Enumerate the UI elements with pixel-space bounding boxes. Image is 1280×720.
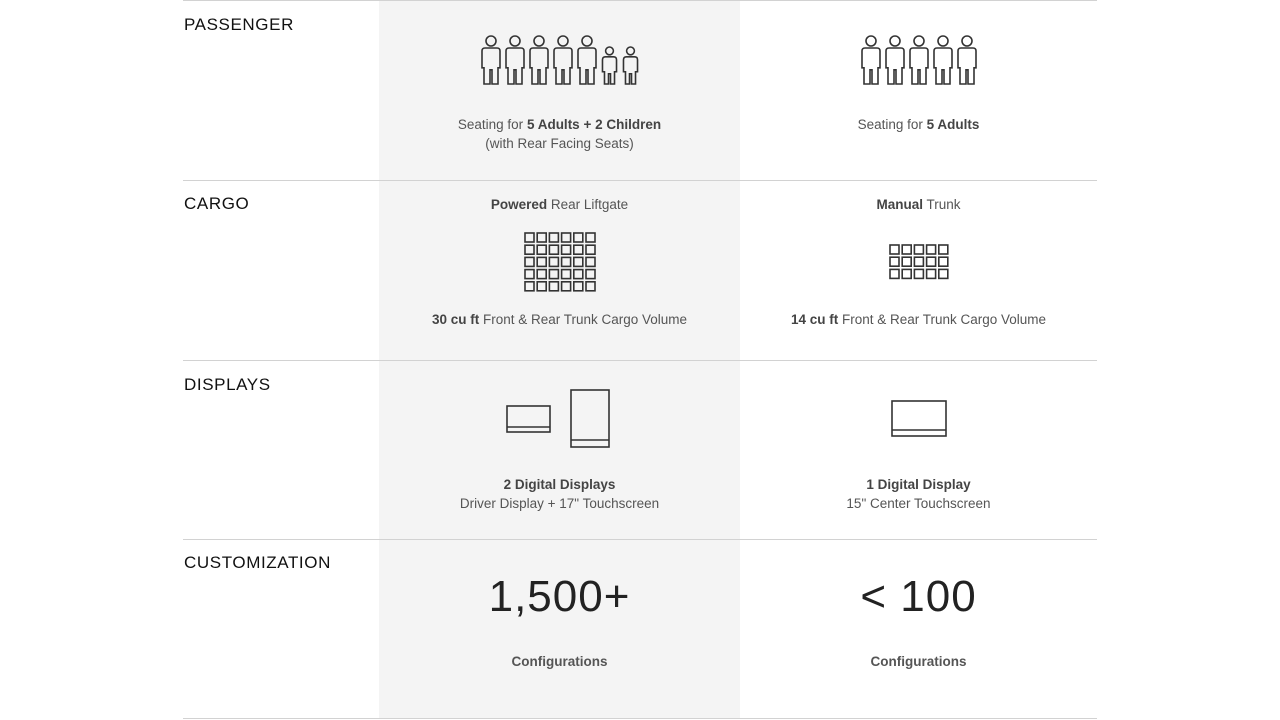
- section-label-displays: DISPLAYS: [184, 375, 271, 394]
- displays-cell-a: [379, 389, 740, 513]
- displays-cell-b: [740, 389, 1097, 513]
- child-figure: [602, 47, 616, 84]
- cargo-trunk-type: [379, 197, 740, 212]
- displays-detail: 15" Center Touchscreen: [846, 496, 991, 511]
- passenger-prefix: Seating for: [457, 117, 527, 132]
- cargo-cube: [938, 257, 947, 266]
- displays-text-b: [740, 475, 1097, 513]
- cargo-cube: [549, 270, 558, 279]
- cargo-cube: [525, 257, 534, 266]
- cargo-cube: [914, 257, 923, 266]
- cargo-cube: [586, 245, 595, 254]
- adult-figure: [934, 36, 952, 84]
- cargo-cube: [573, 233, 582, 242]
- passenger-note: (with Rear Facing Seats): [485, 136, 634, 151]
- cargo-icon-wrap: [379, 212, 740, 312]
- trunk-type-bold: Manual: [876, 197, 923, 212]
- cargo-cube: [586, 282, 595, 291]
- trunk-type-rest: Trunk: [923, 197, 961, 212]
- cargo-cube: [537, 245, 546, 254]
- cargo-cube: [561, 245, 570, 254]
- cargo-cube: [926, 257, 935, 266]
- displays-detail: Driver Display + 17" Touchscreen: [459, 496, 660, 511]
- adult-figure: [482, 36, 500, 84]
- cargo-cube: [549, 282, 558, 291]
- cargo-cube: [586, 233, 595, 242]
- cargo-cell-a: [379, 197, 740, 327]
- passenger-prefix: Seating for: [857, 117, 927, 132]
- passengers-icon: [839, 35, 999, 87]
- cargo-cube: [926, 270, 935, 279]
- displays-section: [183, 361, 1097, 539]
- displays-text-a: [379, 475, 740, 513]
- cargo-cube: [525, 270, 534, 279]
- cargo-cube: [938, 270, 947, 279]
- cargo-cube: [537, 233, 546, 242]
- cargo-volume-rest: Front & Rear Trunk Cargo Volume: [838, 312, 1047, 327]
- passenger-count: 5 Adults + 2 Children: [526, 117, 662, 132]
- passenger-text-a: [379, 115, 740, 153]
- cargo-cube: [549, 233, 558, 242]
- passenger-text-b: [740, 115, 1097, 134]
- section-label-customization: CUSTOMIZATION: [184, 553, 331, 572]
- one-display-icon: [889, 389, 949, 449]
- cargo-volume-icon: [888, 243, 950, 280]
- cargo-cube: [561, 282, 570, 291]
- passenger-cell-a: [379, 35, 740, 153]
- passenger-section: [183, 1, 1097, 180]
- section-label-cargo: CARGO: [184, 194, 250, 213]
- cargo-cube: [573, 270, 582, 279]
- cargo-cube: [586, 270, 595, 279]
- comparison-table: [183, 0, 1097, 720]
- cargo-cube: [525, 282, 534, 291]
- configuration-count: 1,500+: [488, 572, 631, 621]
- cargo-volume-icon: [523, 231, 597, 293]
- two-displays-icon: [505, 389, 615, 449]
- passenger-cell-b: [740, 35, 1097, 134]
- trunk-type-rest: Rear Liftgate: [547, 197, 629, 212]
- cargo-volume-rest: Front & Rear Trunk Cargo Volume: [479, 312, 688, 327]
- adult-figure: [554, 36, 572, 84]
- passenger-count: 5 Adults: [926, 117, 980, 132]
- adult-figure: [862, 36, 880, 84]
- cargo-icon-wrap: [740, 212, 1097, 312]
- adult-figure: [958, 36, 976, 84]
- cargo-cube: [537, 282, 546, 291]
- cargo-section: [183, 181, 1097, 360]
- adult-figure: [578, 36, 596, 84]
- cargo-cube: [561, 257, 570, 266]
- divider: [183, 718, 1097, 719]
- cargo-cube: [890, 245, 899, 254]
- cargo-cube: [549, 257, 558, 266]
- trunk-type-bold: Powered: [490, 197, 548, 212]
- cargo-cube: [537, 257, 546, 266]
- configuration-count: < 100: [860, 572, 977, 621]
- cargo-cube: [573, 245, 582, 254]
- cargo-cube: [890, 270, 899, 279]
- customization-section: [183, 540, 1097, 718]
- cargo-volume-bold: 30 cu ft: [431, 312, 480, 327]
- cargo-cube: [902, 257, 911, 266]
- adult-figure: [910, 36, 928, 84]
- cargo-cube: [902, 270, 911, 279]
- cargo-cube: [573, 257, 582, 266]
- adult-figure: [886, 36, 904, 84]
- cargo-cube: [914, 245, 923, 254]
- cargo-cube: [537, 270, 546, 279]
- cargo-cell-b: [740, 197, 1097, 327]
- passengers-icon: [480, 35, 640, 87]
- child-figure: [623, 47, 637, 84]
- configuration-caption: Configurations: [511, 654, 608, 669]
- configuration-caption: Configurations: [870, 654, 967, 669]
- cargo-cube: [938, 245, 947, 254]
- cargo-trunk-type: [740, 197, 1097, 212]
- section-label-passenger: PASSENGER: [184, 15, 294, 34]
- displays-count: 2 Digital Displays: [503, 477, 616, 492]
- adult-figure: [530, 36, 548, 84]
- cargo-cube: [561, 233, 570, 242]
- adult-figure: [506, 36, 524, 84]
- cargo-cube: [561, 270, 570, 279]
- cargo-cube: [926, 245, 935, 254]
- cargo-volume: [740, 312, 1097, 327]
- cargo-volume-bold: 14 cu ft: [790, 312, 839, 327]
- cargo-cube: [525, 245, 534, 254]
- cargo-cube: [586, 257, 595, 266]
- cargo-volume: [379, 312, 740, 327]
- cargo-cube: [914, 270, 923, 279]
- cargo-cube: [549, 245, 558, 254]
- displays-count: 1 Digital Display: [866, 477, 971, 492]
- customization-cell-a: [379, 572, 740, 669]
- cargo-cube: [890, 257, 899, 266]
- cargo-cube: [525, 233, 534, 242]
- cargo-cube: [573, 282, 582, 291]
- cargo-cube: [902, 245, 911, 254]
- customization-cell-b: [740, 572, 1097, 669]
